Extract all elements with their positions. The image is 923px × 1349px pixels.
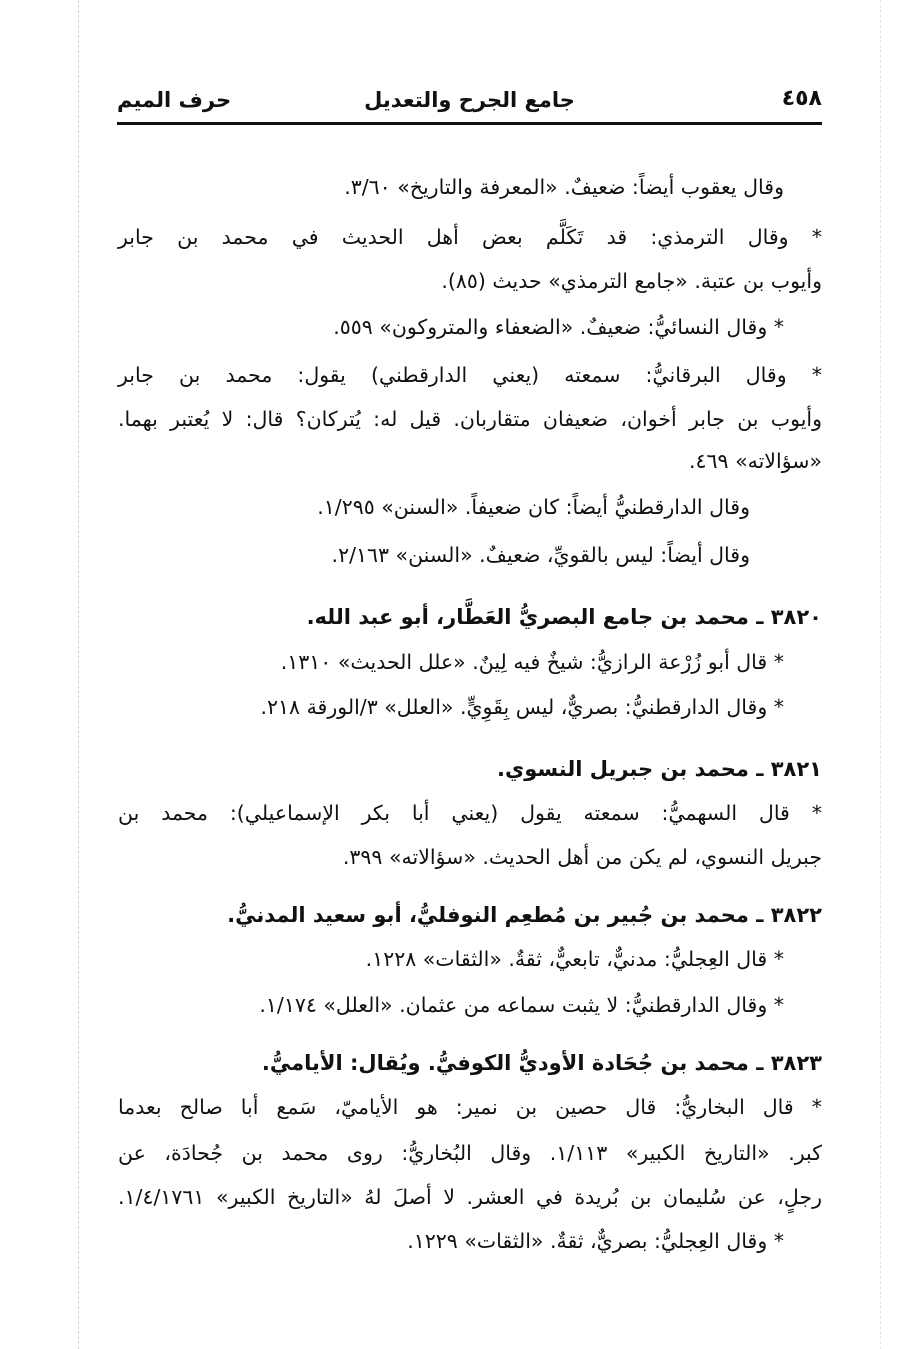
text-line: * وقال البرقانيُّ: سمعته (يعني الدارقطني) يقول: محمد بن جابر (118, 363, 822, 387)
scan-edge-right (880, 0, 881, 1349)
text-line: * وقال العِجليُّ: بصريٌّ، ثقةٌ. «الثقات» ١٢٢٩. (407, 1229, 784, 1253)
entry-title: ٣٨٢٢ ـ محمد بن جُبير بن مُطعِم النوفليُّ، أبو سعيد المدنيُّ. (227, 903, 822, 927)
text-line: * وقال الدارقطنيُّ: بصريٌّ، ليس بِقَوِيٍّ. «العلل» ٣/الورقة ٢١٨. (260, 695, 784, 719)
text-line: * قال السهميُّ: سمعته يقول (يعني أبا بكر الإسماعيلي): محمد بن (118, 801, 822, 825)
text-line: جبريل النسوي، لم يكن من أهل الحديث. «سؤالاته» ٣٩٩. (342, 845, 822, 869)
text-line: وقال يعقوب أيضاً: ضعيفٌ. «المعرفة والتاريخ» ٣/٦٠. (344, 175, 784, 199)
text-line: وقال الدارقطنيُّ أيضاً: كان ضعيفاً. «السنن» ١/٢٩٥. (317, 495, 750, 519)
entry-title: ٣٨٢١ ـ محمد بن جبريل النسوي. (497, 757, 822, 781)
entry-title: ٣٨٢٣ ـ محمد بن جُحَادة الأوديُّ الكوفيُّ. ويُقال: الأياميُّ. (261, 1051, 822, 1075)
scan-edge-left (78, 0, 79, 1349)
text-line: * قال أبو زُرْعة الرازيُّ: شيخٌ فيه لِينٌ. «علل الحديث» ١٣١٠. (280, 650, 784, 674)
text-line: وأيوب بن عتبة. «جامع الترمذي» حديث (٨٥). (441, 269, 822, 293)
chapter-title: حرف الميم (117, 88, 232, 112)
book-title: جامع الجرح والتعديل (364, 88, 575, 112)
text-line: * وقال النسائيُّ: ضعيفٌ. «الضعفاء والمتروكون» ٥٥٩. (333, 315, 784, 339)
text-line: وقال أيضاً: ليس بالقويِّ، ضعيفٌ. «السنن» ٢/١٦٣. (331, 543, 750, 567)
text-line: * قال البخاريُّ: قال حصين بن نمير: هو الأياميّ، سَمع أبا صالح بعدما (118, 1095, 822, 1119)
text-line: رجلٍ، عن سُليمان بن بُريدة في العشر. لا أصلَ لهُ «التاريخ الكبير» ١/٤/١٧٦١. (118, 1185, 822, 1209)
header-rule (117, 122, 822, 125)
text-line: وأيوب بن جابر أخوان، ضعيفان متقاربان. قيل له: يُتركان؟ قال: لا يُعتبر بهما. (118, 407, 822, 431)
text-line: * وقال الترمذي: قد تَكَلَّم بعض أهل الحديث في محمد بن جابر (118, 225, 822, 249)
entry-title: ٣٨٢٠ ـ محمد بن جامع البصريُّ العَطَّار، أبو عبد الله. (306, 605, 822, 629)
text-line: كبر. «التاريخ الكبير» ١/١١٣. وقال البُخاريُّ: روى محمد بن جُحادَة، عن (118, 1141, 822, 1165)
text-line: «سؤالاته» ٤٦٩. (688, 449, 822, 473)
text-line: * وقال الدارقطنيُّ: لا يثبت سماعه من عثمان. «العلل» ١/١٧٤. (259, 993, 784, 1017)
page-number: ٤٥٨ (781, 86, 822, 111)
running-header (117, 84, 822, 120)
text-line: * قال العِجليُّ: مدنيٌّ، تابعيٌّ، ثقةٌ. «الثقات» ١٢٢٨. (365, 947, 784, 971)
